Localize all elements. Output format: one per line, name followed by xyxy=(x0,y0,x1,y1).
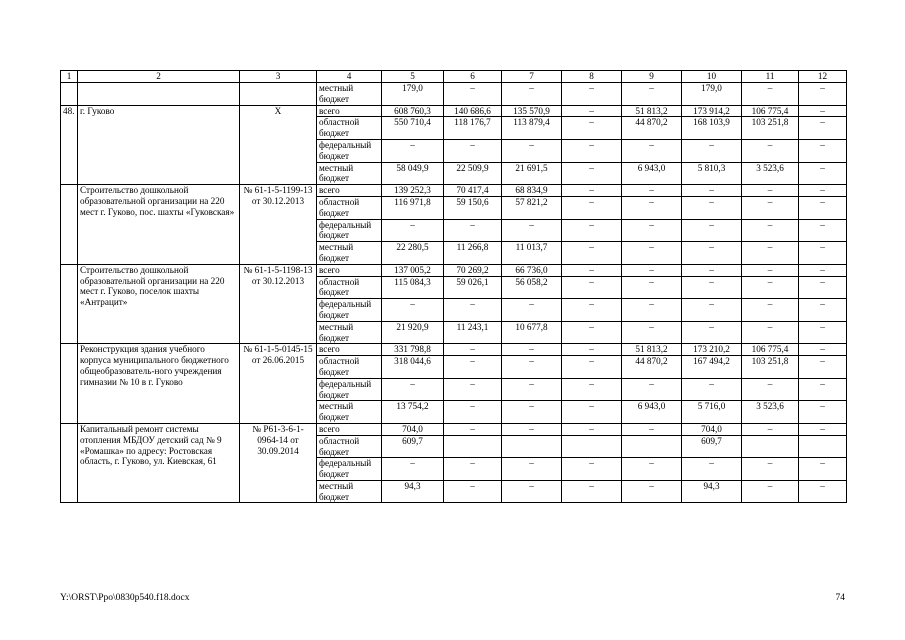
header-row xyxy=(61,71,847,83)
value-cell: 3 523,6 xyxy=(742,162,799,185)
value-cell: – xyxy=(742,276,799,299)
value-cell: – xyxy=(444,378,502,401)
budget-type: местный бюджет xyxy=(317,480,382,503)
value-cell: – xyxy=(799,105,847,117)
value-cell: 5 716,0 xyxy=(682,401,742,424)
value-cell: 5 810,3 xyxy=(682,162,742,185)
value-cell xyxy=(799,435,847,458)
budget-type: федеральный бюджет xyxy=(317,458,382,481)
column-header: 2 xyxy=(78,71,240,83)
value-cell: – xyxy=(799,378,847,401)
value-cell: – xyxy=(562,401,622,424)
value-cell: 113 879,4 xyxy=(502,117,562,140)
table-row xyxy=(61,185,847,197)
value-cell: – xyxy=(502,458,562,481)
value-cell: – xyxy=(742,219,799,242)
value-cell: – xyxy=(742,321,799,344)
value-cell: 179,0 xyxy=(682,83,742,106)
value-cell: 22 509,9 xyxy=(444,162,502,185)
value-cell: – xyxy=(562,458,622,481)
value-cell: – xyxy=(742,378,799,401)
value-cell: – xyxy=(622,264,682,276)
value-cell: – xyxy=(799,344,847,356)
value-cell: – xyxy=(682,264,742,276)
value-cell xyxy=(622,435,682,458)
value-cell: – xyxy=(562,219,622,242)
value-cell: – xyxy=(622,185,682,197)
budget-type: всего xyxy=(317,264,382,276)
cell-code xyxy=(240,83,317,106)
value-cell: 58 049,9 xyxy=(382,162,444,185)
value-cell: – xyxy=(799,276,847,299)
value-cell: – xyxy=(742,242,799,265)
value-cell: – xyxy=(502,423,562,435)
value-cell: 70 417,4 xyxy=(444,185,502,197)
table-row xyxy=(61,105,847,117)
cell-num xyxy=(61,185,78,265)
value-cell: 168 103,9 xyxy=(682,117,742,140)
value-cell: – xyxy=(562,185,622,197)
value-cell: 21 691,5 xyxy=(502,162,562,185)
value-cell: – xyxy=(502,299,562,322)
column-header: 7 xyxy=(502,71,562,83)
value-cell: – xyxy=(444,219,502,242)
value-cell: 167 494,2 xyxy=(682,356,742,379)
value-cell: – xyxy=(502,344,562,356)
value-cell: – xyxy=(502,219,562,242)
value-cell xyxy=(444,435,502,458)
value-cell: – xyxy=(742,423,799,435)
value-cell: – xyxy=(382,458,444,481)
object-name: Реконструкция здания учебного корпуса муниципального бюджетного общеобразователь-ного учреждения гимназии № 10 в г. Гуково xyxy=(78,344,240,424)
budget-type: федеральный бюджет xyxy=(317,299,382,322)
column-header: 4 xyxy=(317,71,382,83)
value-cell: – xyxy=(799,117,847,140)
value-cell: – xyxy=(799,356,847,379)
footer-file-path: Y:\ORST\Ppo\0830p540.f18.docx xyxy=(60,593,190,603)
registry-code: № Р61-3-6-1-0964-14 от 30.09.2014 xyxy=(240,423,317,503)
value-cell: – xyxy=(682,139,742,162)
value-cell: 608 760,3 xyxy=(382,105,444,117)
value-cell: 59 026,1 xyxy=(444,276,502,299)
value-cell: 44 870,2 xyxy=(622,356,682,379)
value-cell: – xyxy=(799,219,847,242)
object-name: Строительство дошкольной образовательной организации на 220 мест г. Гуково, пос. шахты «Гуковская» xyxy=(78,185,240,265)
cell-name xyxy=(78,83,240,106)
value-cell: 139 252,3 xyxy=(382,185,444,197)
cell-num xyxy=(61,264,78,344)
value-cell: 57 821,2 xyxy=(502,196,562,219)
value-cell: – xyxy=(799,162,847,185)
value-cell: 6 943,0 xyxy=(622,162,682,185)
value-cell: – xyxy=(622,83,682,106)
value-cell: – xyxy=(622,242,682,265)
budget-type: областной бюджет xyxy=(317,356,382,379)
value-cell: – xyxy=(622,139,682,162)
budget-type: областной бюджет xyxy=(317,435,382,458)
value-cell: – xyxy=(562,105,622,117)
value-cell: 173 210,2 xyxy=(682,344,742,356)
value-cell xyxy=(742,435,799,458)
value-cell: 550 710,4 xyxy=(382,117,444,140)
value-cell: – xyxy=(562,299,622,322)
registry-code: Х xyxy=(240,105,317,185)
column-header: 11 xyxy=(742,71,799,83)
object-name: г. Гуково xyxy=(78,105,240,185)
budget-type: местный бюджет xyxy=(317,162,382,185)
value-cell: – xyxy=(682,378,742,401)
value-cell: 173 914,2 xyxy=(682,105,742,117)
value-cell: – xyxy=(502,480,562,503)
value-cell: 609,7 xyxy=(382,435,444,458)
value-cell: – xyxy=(682,242,742,265)
budget-type: федеральный бюджет xyxy=(317,219,382,242)
table-row xyxy=(61,264,847,276)
budget-type: областной бюджет xyxy=(317,276,382,299)
value-cell: – xyxy=(562,196,622,219)
budget-type: местный бюджет xyxy=(317,401,382,424)
value-cell: 106 775,4 xyxy=(742,105,799,117)
value-cell: – xyxy=(502,356,562,379)
value-cell: – xyxy=(799,321,847,344)
value-cell: – xyxy=(622,196,682,219)
value-cell: – xyxy=(799,299,847,322)
value-cell: 66 736,0 xyxy=(502,264,562,276)
value-cell: – xyxy=(622,321,682,344)
value-cell: – xyxy=(562,356,622,379)
value-cell: 704,0 xyxy=(382,423,444,435)
budget-type: всего xyxy=(317,344,382,356)
value-cell: – xyxy=(622,378,682,401)
value-cell: 115 084,3 xyxy=(382,276,444,299)
cell-num xyxy=(61,83,78,106)
value-cell: 22 280,5 xyxy=(382,242,444,265)
value-cell: – xyxy=(682,321,742,344)
value-cell: – xyxy=(622,276,682,299)
object-name: Капитальный ремонт системы отопления МБДОУ детский сад № 9 «Ромашка» по адресу: Ростовская область, г. Гуково, ул. Киевская, 61 xyxy=(78,423,240,503)
table-row xyxy=(61,83,847,106)
value-cell: 118 176,7 xyxy=(444,117,502,140)
value-cell: – xyxy=(682,219,742,242)
column-header: 8 xyxy=(562,71,622,83)
column-header: 1 xyxy=(61,71,78,83)
value-cell: 6 943,0 xyxy=(622,401,682,424)
value-cell: 10 677,8 xyxy=(502,321,562,344)
value-cell: – xyxy=(562,378,622,401)
value-cell: 68 834,9 xyxy=(502,185,562,197)
value-cell: – xyxy=(799,242,847,265)
value-cell: – xyxy=(799,480,847,503)
value-cell: 56 058,2 xyxy=(502,276,562,299)
column-header: 5 xyxy=(382,71,444,83)
value-cell: – xyxy=(562,321,622,344)
budget-type: местный бюджет xyxy=(317,321,382,344)
value-cell: 103 251,8 xyxy=(742,117,799,140)
column-header: 6 xyxy=(444,71,502,83)
value-cell: 51 813,2 xyxy=(622,105,682,117)
value-cell: – xyxy=(742,139,799,162)
value-cell: 11 266,8 xyxy=(444,242,502,265)
value-cell: 11 013,7 xyxy=(502,242,562,265)
value-cell: 44 870,2 xyxy=(622,117,682,140)
value-cell: 137 005,2 xyxy=(382,264,444,276)
value-cell: 94,3 xyxy=(382,480,444,503)
value-cell: – xyxy=(799,423,847,435)
value-cell: 51 813,2 xyxy=(622,344,682,356)
page-number: 74 xyxy=(835,593,845,603)
value-cell: – xyxy=(502,139,562,162)
value-cell: – xyxy=(502,378,562,401)
budget-type: всего xyxy=(317,185,382,197)
value-cell: – xyxy=(444,139,502,162)
table-row xyxy=(61,423,847,435)
value-cell: – xyxy=(682,196,742,219)
value-cell: – xyxy=(622,219,682,242)
budget-type: всего xyxy=(317,105,382,117)
table-row xyxy=(61,344,847,356)
value-cell: 94,3 xyxy=(682,480,742,503)
object-name: Строительство дошкольной образовательной организации на 220 мест г. Гуково, поселок шахты «Антрацит» xyxy=(78,264,240,344)
budget-table xyxy=(60,70,847,503)
budget-type: областной бюджет xyxy=(317,117,382,140)
value-cell: – xyxy=(622,299,682,322)
value-cell: 106 775,4 xyxy=(742,344,799,356)
value-cell: – xyxy=(799,83,847,106)
value-cell: – xyxy=(444,401,502,424)
cell-num: 48. xyxy=(61,105,78,185)
value-cell: – xyxy=(444,356,502,379)
value-cell: – xyxy=(444,458,502,481)
value-cell: – xyxy=(444,83,502,106)
value-cell: – xyxy=(562,276,622,299)
value-cell: 13 754,2 xyxy=(382,401,444,424)
value-cell: – xyxy=(799,458,847,481)
value-cell: 331 798,8 xyxy=(382,344,444,356)
value-cell: 704,0 xyxy=(682,423,742,435)
value-cell: 103 251,8 xyxy=(742,356,799,379)
value-cell: 179,0 xyxy=(382,83,444,106)
budget-type: областной бюджет xyxy=(317,196,382,219)
value-cell: – xyxy=(742,299,799,322)
value-cell: 11 243,1 xyxy=(444,321,502,344)
value-cell: – xyxy=(622,480,682,503)
value-cell: 3 523,6 xyxy=(742,401,799,424)
budget-type: местный бюджет xyxy=(317,242,382,265)
column-header: 3 xyxy=(240,71,317,83)
value-cell: – xyxy=(382,139,444,162)
value-cell: 116 971,8 xyxy=(382,196,444,219)
value-cell: – xyxy=(562,480,622,503)
value-cell: – xyxy=(799,139,847,162)
value-cell: – xyxy=(742,185,799,197)
value-cell: 318 044,6 xyxy=(382,356,444,379)
value-cell: – xyxy=(444,423,502,435)
cell-num xyxy=(61,344,78,424)
column-header: 10 xyxy=(682,71,742,83)
value-cell: 21 920,9 xyxy=(382,321,444,344)
cell-num xyxy=(61,423,78,503)
value-cell: – xyxy=(382,378,444,401)
value-cell: – xyxy=(382,299,444,322)
value-cell: – xyxy=(502,83,562,106)
value-cell: – xyxy=(622,458,682,481)
value-cell xyxy=(502,435,562,458)
value-cell: – xyxy=(382,219,444,242)
value-cell: – xyxy=(502,401,562,424)
value-cell: – xyxy=(799,185,847,197)
value-cell: – xyxy=(562,264,622,276)
budget-type: местный бюджет xyxy=(317,83,382,106)
value-cell: – xyxy=(742,458,799,481)
value-cell xyxy=(562,435,622,458)
value-cell: – xyxy=(562,423,622,435)
registry-code: № 61-1-5-0145-15 от 26.06.2015 xyxy=(240,344,317,424)
budget-type: федеральный бюджет xyxy=(317,139,382,162)
value-cell: – xyxy=(799,196,847,219)
registry-code: № 61-1-5-1199-13 от 30.12.2013 xyxy=(240,185,317,265)
value-cell: 59 150,6 xyxy=(444,196,502,219)
budget-type: федеральный бюджет xyxy=(317,378,382,401)
value-cell: – xyxy=(562,117,622,140)
value-cell: 140 686,6 xyxy=(444,105,502,117)
value-cell: – xyxy=(742,480,799,503)
value-cell: – xyxy=(742,264,799,276)
value-cell: – xyxy=(799,264,847,276)
value-cell: – xyxy=(562,162,622,185)
value-cell: 609,7 xyxy=(682,435,742,458)
registry-code: № 61-1-5-1198-13 от 30.12.2013 xyxy=(240,264,317,344)
value-cell: – xyxy=(742,83,799,106)
column-header: 12 xyxy=(799,71,847,83)
column-header: 9 xyxy=(622,71,682,83)
value-cell: – xyxy=(799,401,847,424)
value-cell: 70 269,2 xyxy=(444,264,502,276)
value-cell: – xyxy=(562,83,622,106)
value-cell: 135 570,9 xyxy=(502,105,562,117)
value-cell: – xyxy=(682,185,742,197)
value-cell: – xyxy=(562,139,622,162)
value-cell: – xyxy=(562,242,622,265)
value-cell: – xyxy=(682,276,742,299)
value-cell: – xyxy=(444,480,502,503)
value-cell: – xyxy=(682,458,742,481)
value-cell: – xyxy=(562,344,622,356)
value-cell: – xyxy=(682,299,742,322)
budget-type: всего xyxy=(317,423,382,435)
value-cell: – xyxy=(622,423,682,435)
value-cell: – xyxy=(444,299,502,322)
value-cell: – xyxy=(742,196,799,219)
value-cell: – xyxy=(444,344,502,356)
